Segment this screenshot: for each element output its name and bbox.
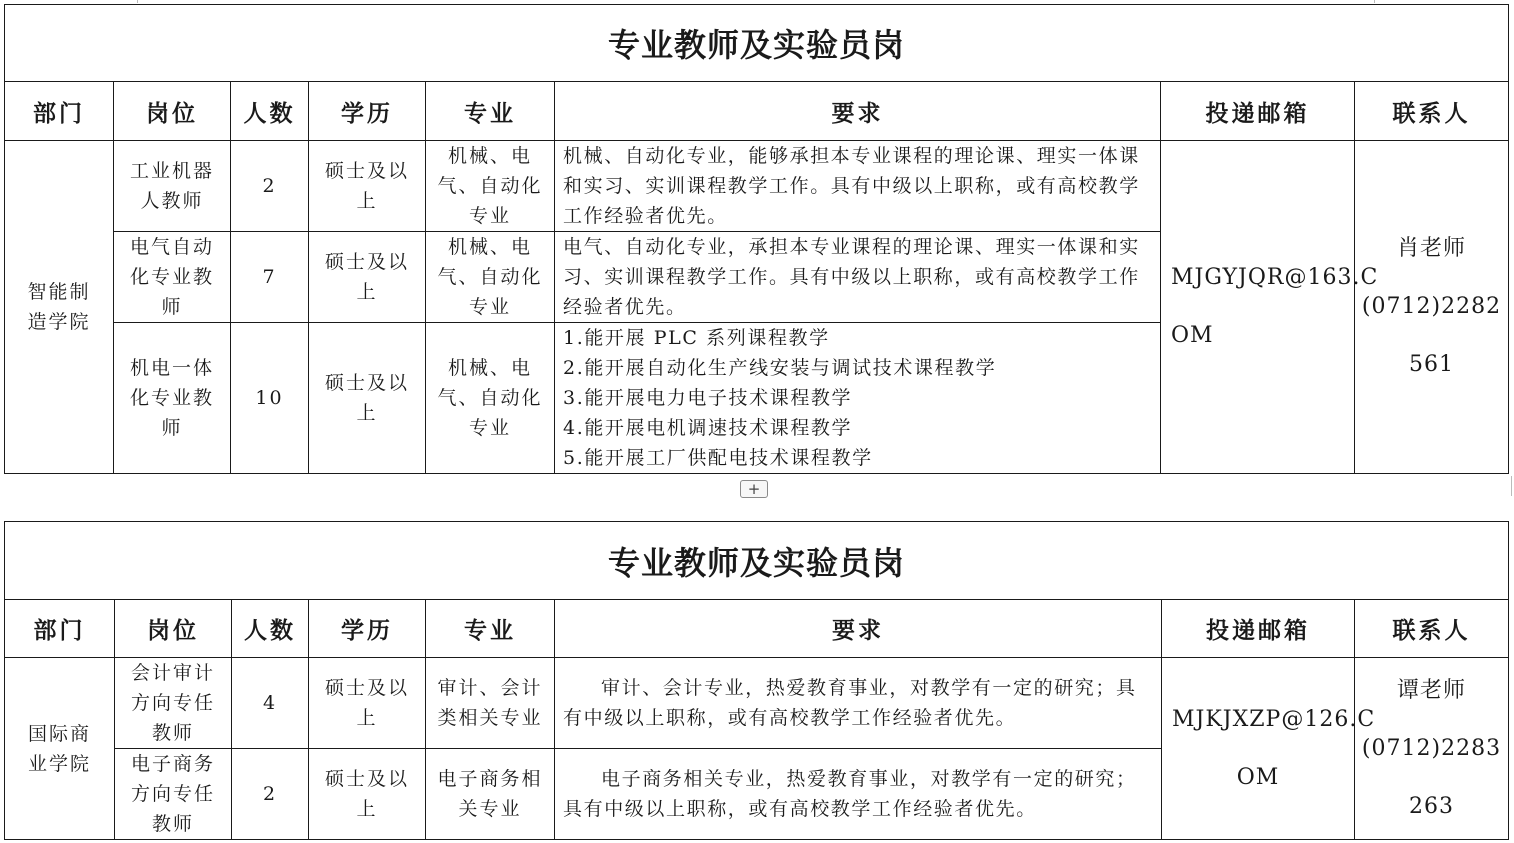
education-value: 硕士及以上 [324,160,409,212]
count-cell [231,232,309,323]
email-line-1: MJKJXZP@126.C [1172,706,1376,732]
requirement-list [563,323,1152,473]
requirement-cell [555,749,1162,840]
table-title: 专业教师及实验员岗 [5,522,1509,600]
header-education: 学历 [309,600,426,658]
major-cell [426,658,555,749]
contact-phone-part2: 263 [1409,793,1454,819]
header-major: 专业 [426,600,555,658]
count-cell [231,141,309,232]
header-contact: 联系人 [1355,600,1509,658]
job-table-2 [4,521,1509,840]
major-value: 机械、电气、自动化专业 [437,236,543,318]
contact-name: 谭老师 [1397,677,1467,703]
email-line-2: OM [1236,764,1280,790]
education-cell [309,658,426,749]
requirement-item: 4.能开展电机调速技术课程教学 [563,417,853,439]
count-value: 2 [262,175,277,197]
count-cell [232,749,309,840]
header-requirement: 要求 [555,600,1162,658]
major-value: 机械、电气、自动化专业 [437,145,543,227]
count-value: 10 [255,387,284,409]
education-cell [309,749,426,840]
position-name: 会计审计方向专任教师 [130,662,215,744]
major-value: 电子商务相关专业 [437,768,543,820]
header-count: 人数 [231,82,309,141]
contact-phone-part1: (0712)2282 [1361,294,1502,319]
education-cell [309,323,426,474]
requirement-item: 2.能开展自动化生产线安装与调试技术课程教学 [563,357,997,379]
header-department: 部门 [5,82,114,141]
contact-info [1355,220,1508,394]
count-cell [231,323,309,474]
requirement-cell [555,323,1161,474]
table-row [5,141,1509,232]
email-line-2: OM [1171,323,1214,348]
job-table-1 [4,4,1509,474]
requirement-text: 电子商务相关专业，热爱教育事业，对教学有一定的研究；具有中级以上职称，或有高校教学工作经验者优先。 [563,768,1137,820]
header-email: 投递邮箱 [1161,82,1355,141]
count-value: 4 [262,692,278,714]
contact-cell [1355,658,1509,840]
position-cell [114,232,231,323]
page-edge-mark [1511,476,1512,496]
major-cell [426,232,555,323]
header-education: 学历 [309,82,426,141]
requirement-cell [555,141,1161,232]
department-name: 国际商业学院 [27,722,91,775]
requirement-item: 3.能开展电力电子技术课程教学 [563,387,853,409]
contact-cell [1355,141,1509,474]
email-address [1161,249,1379,365]
header-contact: 联系人 [1355,82,1509,141]
header-requirement: 要求 [555,82,1161,141]
major-cell [426,323,555,474]
email-address [1162,691,1376,807]
requirement-item: 5.能开展工厂供配电技术课程教学 [563,447,873,469]
header-email: 投递邮箱 [1162,600,1355,658]
table-title: 专业教师及实验员岗 [5,5,1509,82]
email-cell [1161,141,1379,474]
major-value: 机械、电气、自动化专业 [437,357,543,439]
department-cell [5,141,114,474]
department-name: 智能制造学院 [27,281,91,333]
email-line-1: MJGYJQR@163.C [1171,265,1379,290]
requirement-cell [555,658,1162,749]
requirement-text: 审计、会计专业，热爱教育事业，对教学有一定的研究；具有中级以上职称，或有高校教学工作经验者优先。 [563,677,1137,729]
header-count: 人数 [232,600,309,658]
email-cell [1162,658,1376,840]
education-value: 硕士及以上 [324,677,409,729]
major-cell [426,749,555,840]
header-department: 部门 [5,600,115,658]
position-cell [115,749,232,840]
contact-info [1355,662,1508,836]
position-name: 电子商务方向专任教师 [130,753,215,835]
position-cell [114,141,231,232]
add-row-button[interactable]: + [740,480,768,498]
position-name: 机电一体化专业教师 [129,357,214,439]
contact-name: 肖老师 [1397,236,1467,261]
header-major: 专业 [426,82,555,141]
requirement-text: 机械、自动化专业，能够承担本专业课程的理论课、理实一体课和实习、实训课程教学工作。具有中级以上职称，或有高校教学工作经验者优先。 [563,145,1140,227]
table-row [5,658,1509,749]
header-position: 岗位 [114,82,231,141]
contact-phone-part1: (0712)2283 [1361,735,1502,761]
education-cell [309,141,426,232]
department-cell [5,658,115,840]
position-cell [115,658,232,749]
education-value: 硕士及以上 [324,768,409,820]
count-cell [232,658,309,749]
contact-phone-part2: 561 [1409,352,1454,377]
education-value: 硕士及以上 [324,372,409,424]
position-name: 电气自动化专业教师 [129,236,214,318]
requirement-cell [555,232,1161,323]
page-edge-mark [1374,0,1375,3]
major-value: 审计、会计类相关专业 [437,677,543,729]
major-cell [426,141,555,232]
page-edge-mark [137,0,138,3]
position-name: 工业机器人教师 [129,160,214,212]
count-value: 7 [262,266,277,288]
education-cell [309,232,426,323]
position-cell [114,323,231,474]
education-value: 硕士及以上 [324,251,409,303]
header-position: 岗位 [115,600,232,658]
requirement-text: 电气、自动化专业，承担本专业课程的理论课、理实一体课和实习、实训课程教学工作。具有中级以上职称，或有高校教学工作经验者优先。 [563,236,1140,318]
count-value: 2 [262,783,278,805]
requirement-item: 1.能开展 PLC 系列课程教学 [563,327,830,349]
